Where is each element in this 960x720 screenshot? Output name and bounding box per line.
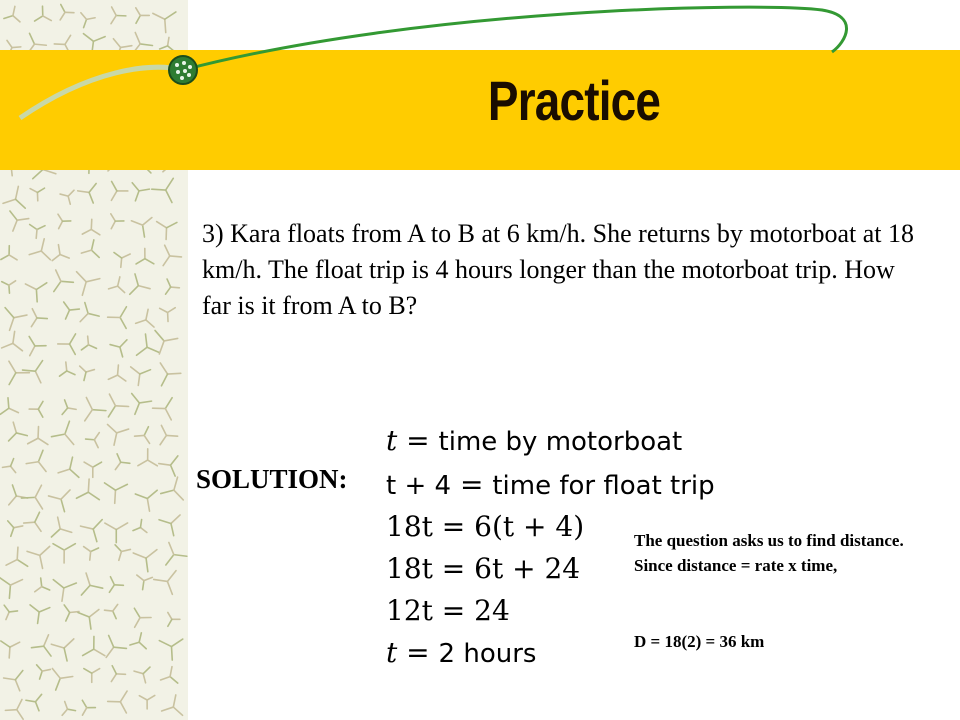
equation-line: 18t = 6(t + 4) — [386, 510, 585, 543]
explanation-note: The question asks us to find distance. Since distance = rate x time, — [634, 531, 904, 575]
equation-line: t = time by motorboat — [386, 424, 683, 457]
equation-line: t + 4 = time for float trip — [386, 468, 715, 501]
problem-text: 3) Kara floats from A to B at 6 km/h. She returns by motorboat at 18 km/h. The float trip is 4 hours longer than the motorboat trip. How far is it from A to B? — [202, 219, 914, 320]
decor-swoosh-top — [183, 7, 847, 70]
slide-title: Practice — [487, 69, 661, 132]
solution-label: SOLUTION: — [196, 464, 348, 494]
equation-line: t = 2 hours — [386, 636, 537, 669]
answer-text: D = 18(2) = 36 km — [634, 632, 765, 651]
decor-swoosh-left — [20, 67, 183, 118]
equation-line: 18t = 6t + 24 — [386, 552, 581, 585]
decor-dot-ball — [169, 56, 197, 84]
equation-line: 12t = 24 — [386, 594, 510, 627]
